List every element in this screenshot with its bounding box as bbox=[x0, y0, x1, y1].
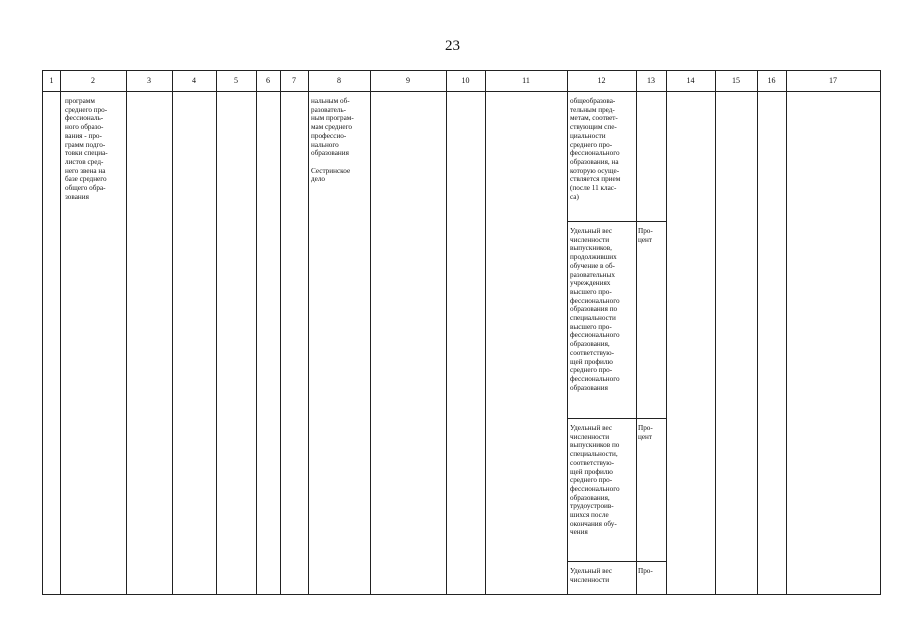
column-divider bbox=[786, 71, 787, 594]
header-divider bbox=[43, 91, 880, 92]
program-name-cell: программ среднего про- фессиональ- ного образо- вания - про- грамм подго- товки специа- листов сред- него звена на базе среднего общего обра- зования bbox=[65, 97, 108, 201]
header-cell: 11 bbox=[522, 76, 530, 85]
header-cell: 15 bbox=[732, 76, 740, 85]
column-divider bbox=[485, 71, 486, 594]
row-divider bbox=[567, 221, 666, 222]
unit-cell: Про- bbox=[638, 567, 653, 575]
column-divider bbox=[636, 71, 637, 594]
column-divider bbox=[446, 71, 447, 594]
column-divider bbox=[757, 71, 758, 594]
column-divider bbox=[256, 71, 257, 594]
column-divider bbox=[60, 71, 61, 594]
unit-cell: Про- цент bbox=[638, 424, 653, 441]
header-cell: 14 bbox=[686, 76, 695, 85]
header-cell: 7 bbox=[292, 76, 296, 85]
row-divider bbox=[567, 561, 666, 562]
header-cell: 6 bbox=[266, 76, 270, 85]
unit-cell: Про- цент bbox=[638, 227, 653, 244]
column-divider bbox=[567, 71, 568, 594]
header-cell: 8 bbox=[337, 76, 341, 85]
header-cell: 13 bbox=[647, 76, 655, 85]
indicator-cell: общеобразова- тельным пред- метам, соответ- ствующим спе- циальности среднего про- фессионального образования, на которую осуще- ствляется прием (после 11 клас- са) bbox=[570, 97, 621, 201]
indicator-cell: Удельный вес численности выпускников, продолживших обучение в об- разовательных учреждениях высшего про- фессионального образования по специальности высшего про- фессионального образования, соответствую- щей профилю среднего про- фессионального образования bbox=[570, 227, 620, 392]
column-divider bbox=[216, 71, 217, 594]
header-cell: 2 bbox=[91, 76, 95, 85]
column-divider bbox=[715, 71, 716, 594]
header-cell: 12 bbox=[597, 76, 606, 85]
specialty-cell: нальным об- разователь- ным програм- мам среднего профессио- нального образования Сестринское дело bbox=[311, 97, 354, 184]
header-cell: 9 bbox=[406, 76, 410, 85]
header-cell: 10 bbox=[461, 76, 470, 85]
column-divider bbox=[280, 71, 281, 594]
page-number: 23 bbox=[445, 38, 460, 54]
header-cell: 16 bbox=[767, 76, 776, 85]
row-divider bbox=[567, 418, 666, 419]
header-cell: 1 bbox=[49, 76, 54, 85]
column-divider bbox=[126, 71, 127, 594]
column-divider bbox=[308, 71, 309, 594]
header-cell: 4 bbox=[192, 76, 196, 85]
column-divider bbox=[172, 71, 173, 594]
indicator-cell: Удельный вес численности bbox=[570, 567, 613, 584]
header-cell: 17 bbox=[829, 76, 837, 85]
header-cell: 5 bbox=[234, 76, 238, 85]
column-divider bbox=[370, 71, 371, 594]
header-cell: 3 bbox=[147, 76, 151, 85]
indicator-cell: Удельный вес численности выпускников по специальности, соответствую- щей профилю среднего про- фессионального образования, трудоустроив- шихся после окончания обу- чения bbox=[570, 424, 620, 537]
indicator-table bbox=[42, 70, 881, 595]
column-divider bbox=[666, 71, 667, 594]
